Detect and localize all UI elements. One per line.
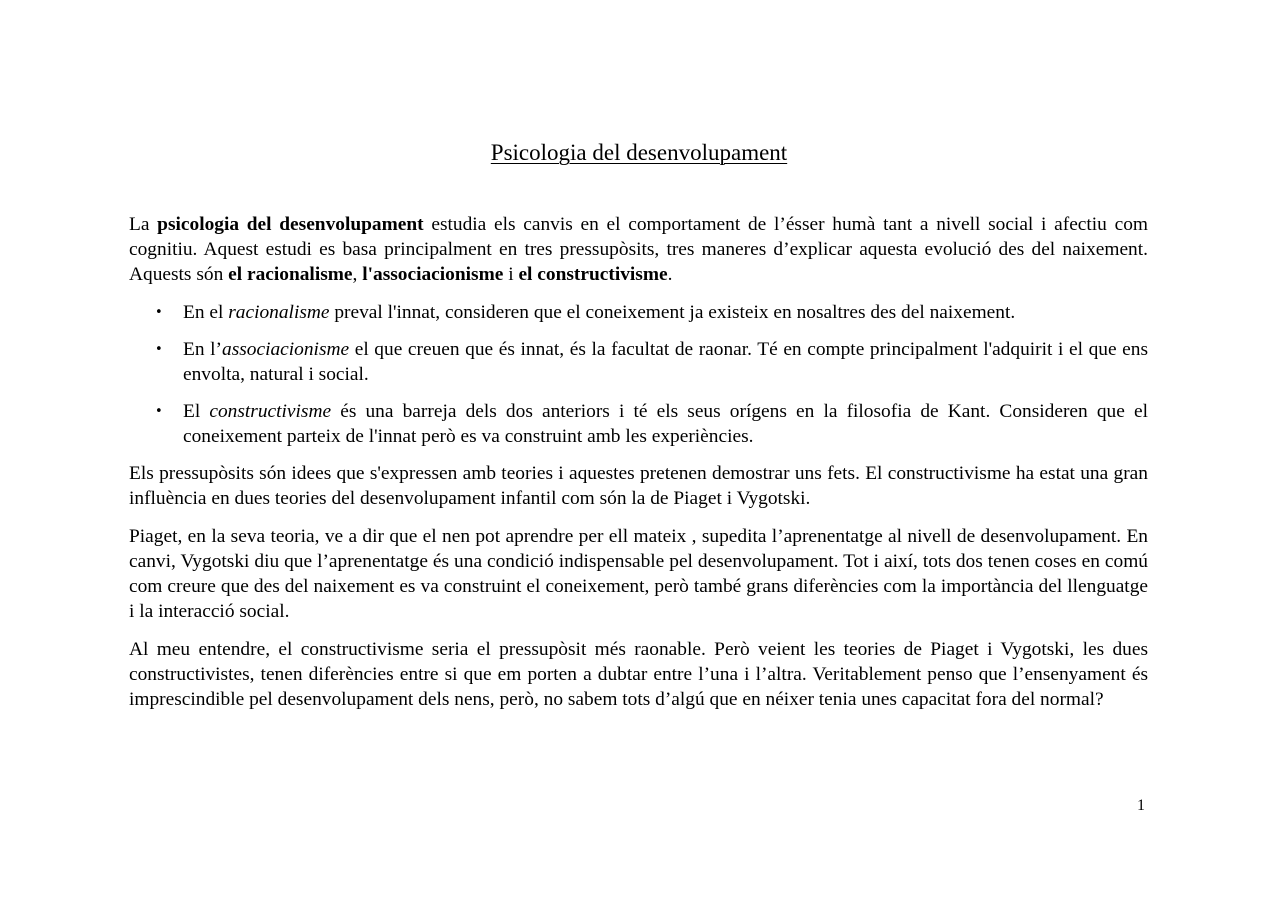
bullet-icon: • bbox=[155, 305, 163, 321]
intro-text-1: La bbox=[129, 214, 158, 235]
bullet-text-post: el que creuen que és innat, és la facultat de raonar. Té en compte principalment l'adquirit i el que ens envolta, natural i social. bbox=[183, 338, 1149, 386]
bullet-term-italic: racionalisme bbox=[228, 302, 330, 324]
paragraph-opinion: Al meu entendre, el constructivisme seria el pressupòsit més raonable. Però veient les teories de Piaget i Vygotski, les dues constructivistes, tenen diferències entre si que em porten a dubtar entre l’una i l’altra. Veritablement penso que l’ensenyament és imprescindible pel desenvolupament dels nens, però, no sabem tots d’algú que en néixer tenia unes capacitat fora del normal? bbox=[129, 638, 1148, 711]
bullet-icon: • bbox=[155, 341, 163, 357]
intro-bold-term-rationalism: el racionalisme bbox=[228, 264, 353, 286]
intro-text-2: estudia els canvis en el comportament de l’ésser humà tant a nivell social i afectiu com cognitiu. Aquest estudi es basa principalment en tres pressupòsits, tres maneres d’explicar aquesta evolució des del naixement. Aquests són bbox=[129, 214, 1148, 286]
bullet-text-post: preval l'innat, consideren que el coneixement ja existeix en nosaltres des del naixement. bbox=[329, 302, 1016, 324]
bullet-term-italic: constructivisme bbox=[209, 400, 332, 422]
bullet-text-pre: En l’ bbox=[183, 338, 222, 360]
intro-bold-term-constructivism: el constructivisme bbox=[518, 264, 668, 286]
intro-paragraph bbox=[129, 212, 1148, 288]
intro-text-4: i bbox=[503, 264, 519, 286]
intro-text-5: . bbox=[667, 264, 673, 286]
bullet-text-post: és una barreja dels dos anteriors i té els seus orígens en la filosofia de Kant. Consideren que el coneixement parteix de l'innat però es va construint amb les experiències. bbox=[183, 400, 1148, 447]
bullet-item-rationalism bbox=[129, 300, 1148, 325]
bullet-item-associationism bbox=[129, 337, 1148, 387]
bullet-item-constructivism bbox=[129, 399, 1148, 449]
bullet-icon: • bbox=[155, 403, 163, 419]
paragraph-piaget-vygotski: Piaget, en la seva teoria, ve a dir que el nen pot aprendre per ell mateix , supedita l’aprenentatge al nivell de desenvolupament. En canvi, Vygotski diu que l’aprenentatge és una condició indispensable pel desenvolupament. Tot i així, tots dos tenen coses en comú com creure que des del naixement es va construint el coneixement, però també grans diferències com la importància del llenguatge i la interacció social. bbox=[129, 525, 1148, 623]
bullet-text-pre: En el bbox=[183, 302, 229, 324]
intro-text-3: , bbox=[352, 264, 363, 286]
bullet-term-italic: associacionisme bbox=[222, 338, 350, 360]
paragraph-presuppositions: Els pressupòsits són idees que s'expressen amb teories i aquestes pretenen demostrar uns fets. El constructivisme ha estat una gran influència en dues teories del desenvolupament infantil com són la de Piaget i Vygotski. bbox=[129, 462, 1148, 509]
bullet-text-pre: El bbox=[183, 400, 210, 422]
intro-bold-term-associationism: l'associacionisme bbox=[362, 264, 504, 286]
page-number: 1 bbox=[1137, 797, 1145, 814]
intro-bold-term-psychology: psicologia del desenvolupament bbox=[157, 214, 424, 235]
document-body bbox=[129, 212, 1148, 725]
theories-bullet-list bbox=[129, 300, 1148, 449]
page-title: Psicologia del desenvolupament bbox=[490, 140, 788, 165]
